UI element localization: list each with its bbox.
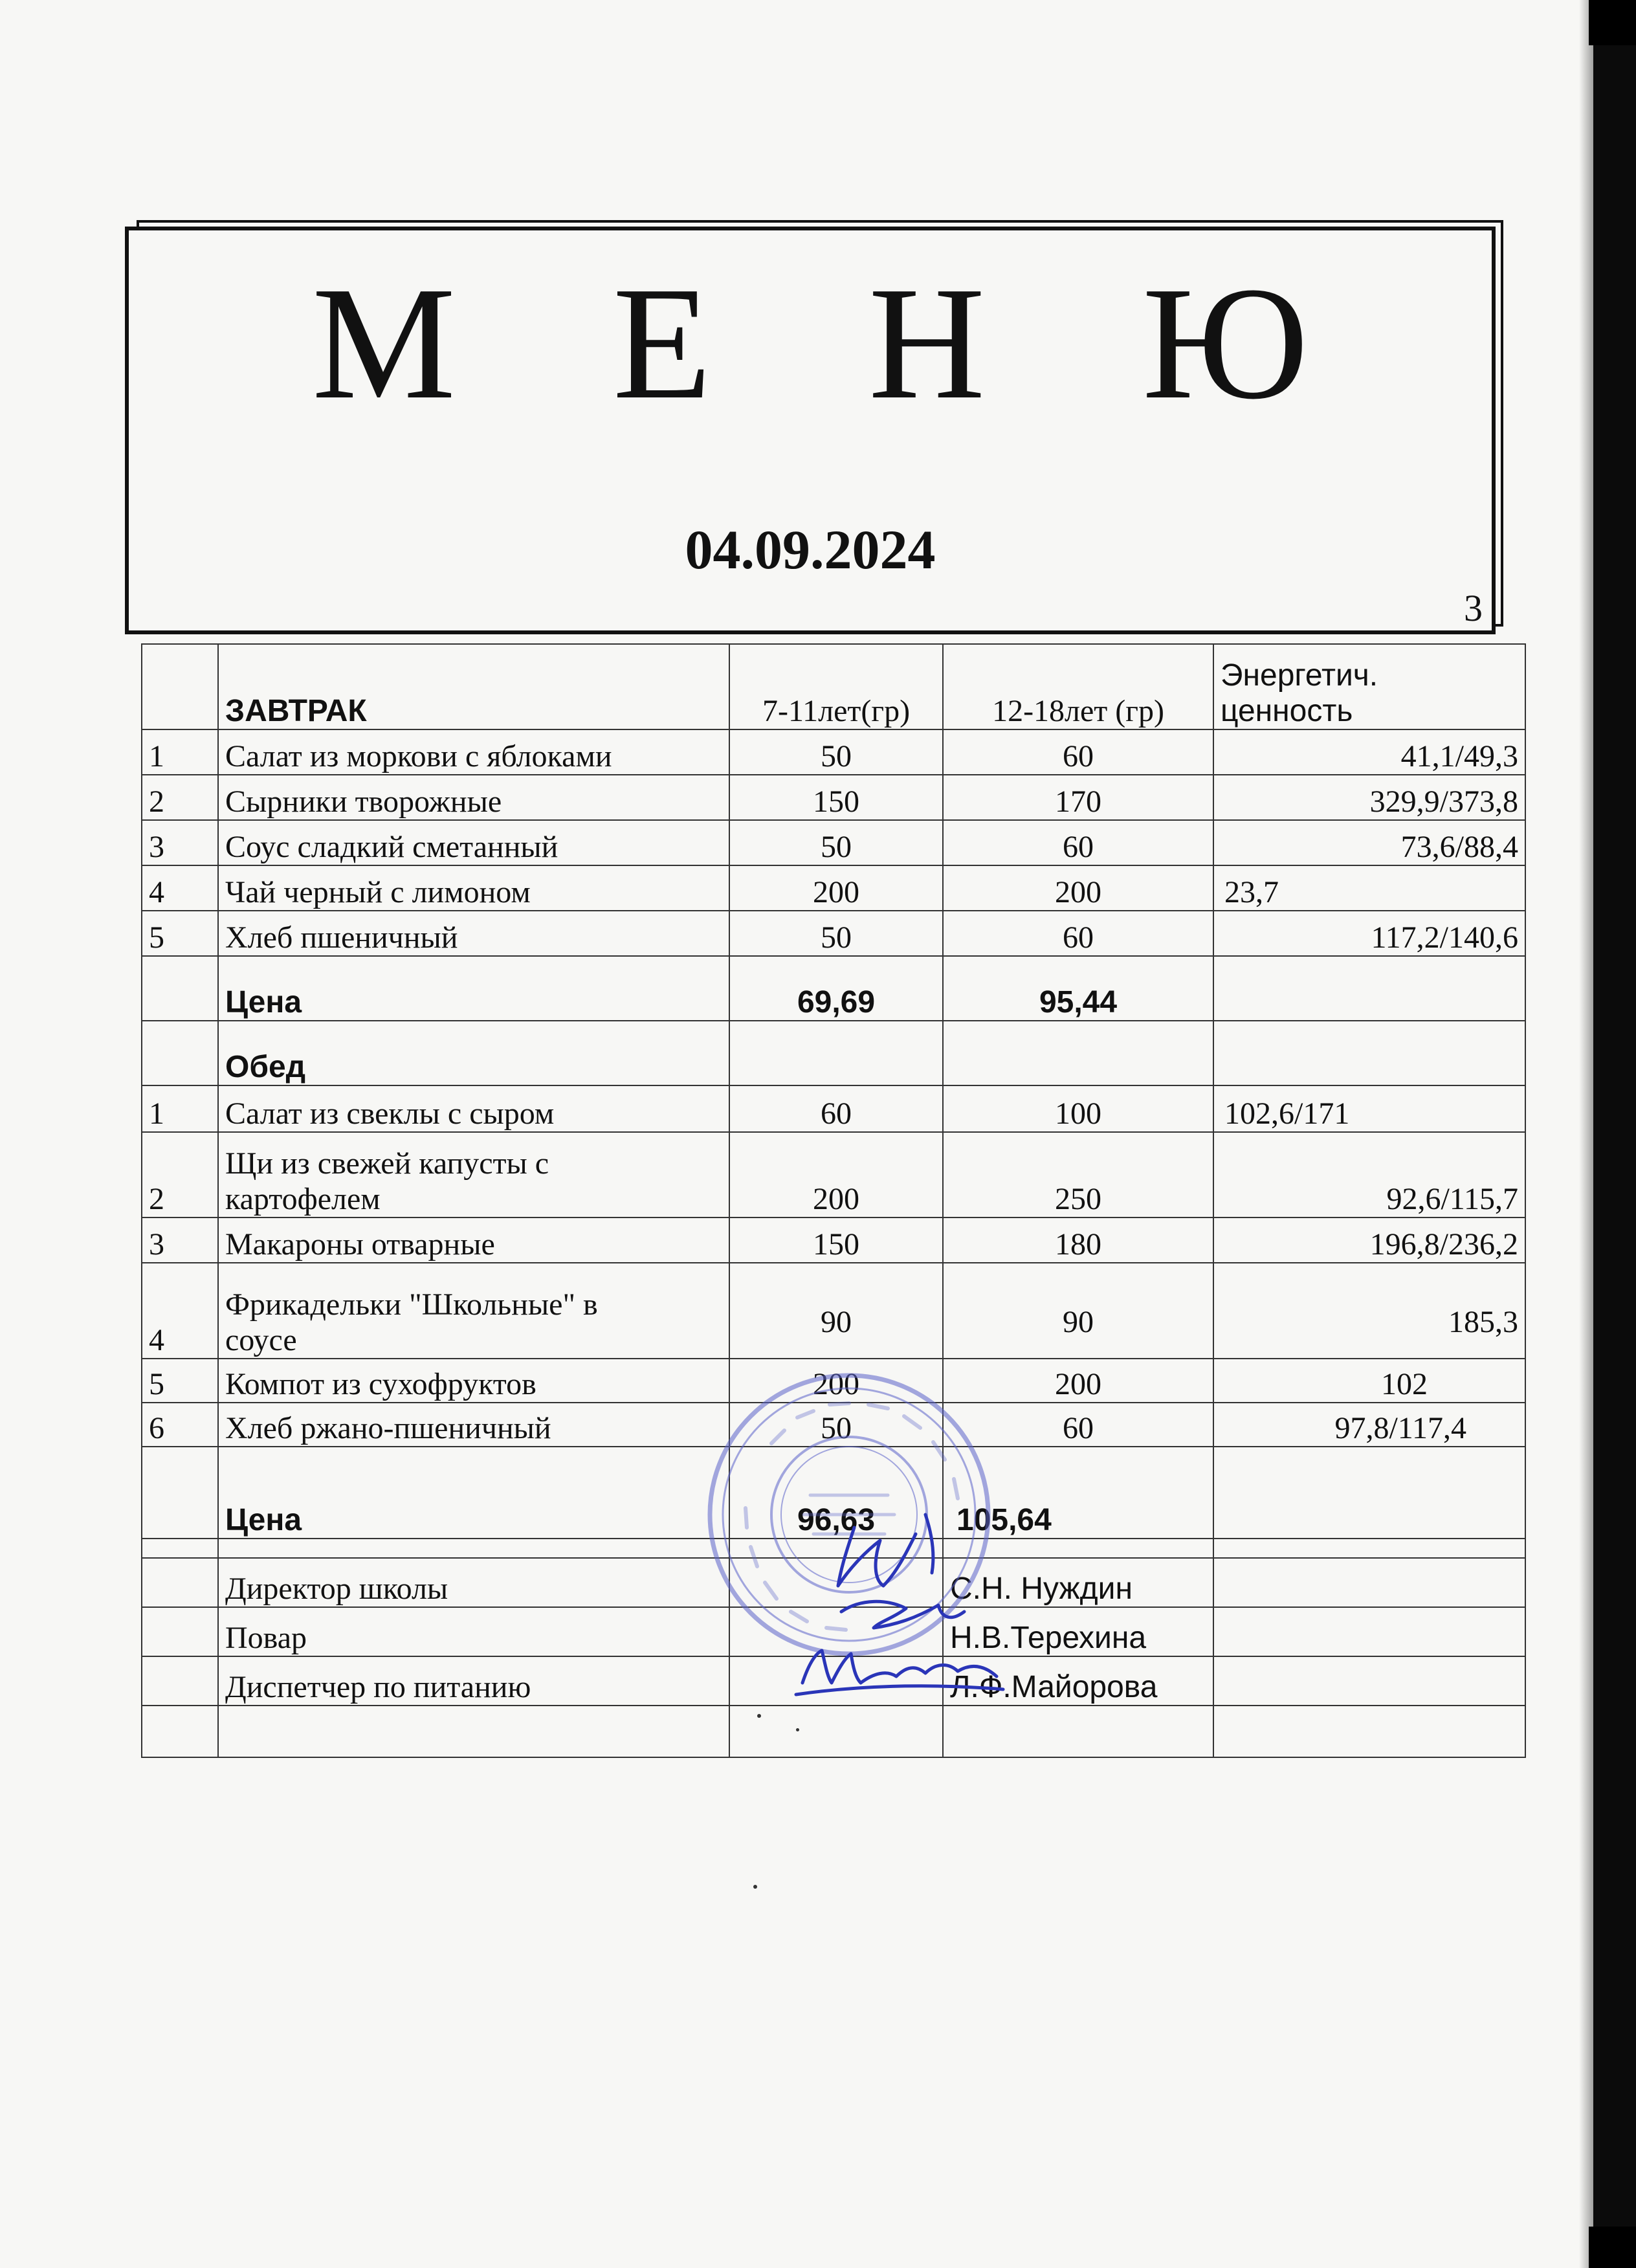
energy-value: 23,7 xyxy=(1213,865,1525,911)
menu-table xyxy=(141,643,1526,1758)
page-title: М Е Н Ю xyxy=(312,254,1367,433)
portion-12-18: 200 xyxy=(943,865,1213,911)
row-num: 4 xyxy=(142,1263,218,1359)
breakfast-price-12-18: 95,44 xyxy=(943,956,1213,1021)
empty-cell xyxy=(729,1607,943,1656)
dish-name-line2: соусе xyxy=(225,1322,297,1357)
lunch-section-row xyxy=(142,1021,1525,1085)
energy-header xyxy=(1213,644,1525,729)
price-energy-cell xyxy=(1213,1447,1525,1539)
table-row xyxy=(142,1263,1525,1359)
empty-cell xyxy=(729,1558,943,1607)
row-num: 6 xyxy=(142,1403,218,1447)
energy-value: 102 xyxy=(1213,1359,1525,1403)
portion-7-11: 200 xyxy=(729,1359,943,1403)
age-group-2-header: 12-18лет (гр) xyxy=(943,644,1213,729)
energy-header-line1: Энергетич. xyxy=(1221,658,1378,693)
empty-cell xyxy=(1213,1656,1525,1706)
energy-header-line2: ценность xyxy=(1221,693,1353,728)
price-energy-cell xyxy=(1213,956,1525,1021)
row-num: 2 xyxy=(142,775,218,820)
table-row xyxy=(142,1085,1525,1132)
dish-name: Компот из сухофруктов xyxy=(218,1359,729,1403)
row-num: 2 xyxy=(142,1132,218,1217)
price-num-cell xyxy=(142,1447,218,1539)
header-frame xyxy=(125,227,1496,634)
lunch-price-12-18: 105,64 xyxy=(943,1447,1213,1539)
empty-row xyxy=(142,1706,1525,1757)
lunch-price-7-11: 96,63 xyxy=(729,1447,943,1539)
empty-cell xyxy=(142,1607,218,1656)
energy-value: 73,6/88,4 xyxy=(1213,820,1525,865)
age-group-1-header: 7-11лет(гр) xyxy=(729,644,943,729)
portion-12-18: 180 xyxy=(943,1217,1213,1263)
empty-cell xyxy=(1213,1607,1525,1656)
section-num-cell xyxy=(142,1021,218,1085)
dish-name: Хлеб пшеничный xyxy=(218,911,729,956)
empty-cell xyxy=(943,1021,1213,1085)
portion-12-18: 60 xyxy=(943,729,1213,775)
table-row xyxy=(142,820,1525,865)
table-row xyxy=(142,1359,1525,1403)
energy-value: 329,9/373,8 xyxy=(1213,775,1525,820)
page-number: 3 xyxy=(1464,587,1483,629)
portion-7-11: 50 xyxy=(729,820,943,865)
portion-7-11: 60 xyxy=(729,1085,943,1132)
signature-name: Л.Ф.Майорова xyxy=(943,1656,1213,1706)
portion-12-18: 60 xyxy=(943,1403,1213,1447)
table-row xyxy=(142,1217,1525,1263)
table-row xyxy=(142,775,1525,820)
scan-edge xyxy=(1593,0,1636,2268)
table-row xyxy=(142,729,1525,775)
table-row xyxy=(142,1403,1525,1447)
energy-value: 97,8/117,4 xyxy=(1213,1403,1525,1447)
empty-cell xyxy=(142,1558,218,1607)
header-num-cell xyxy=(142,644,218,729)
row-num: 3 xyxy=(142,820,218,865)
dish-name: Хлеб ржано-пшеничный xyxy=(218,1403,729,1447)
dish-name xyxy=(218,1263,729,1359)
scan-speck xyxy=(796,1728,799,1731)
portion-7-11: 50 xyxy=(729,729,943,775)
dish-name: Салат из свеклы с сыром xyxy=(218,1085,729,1132)
signature-row xyxy=(142,1558,1525,1607)
signature-role: Повар xyxy=(218,1607,729,1656)
spacer-row xyxy=(142,1539,1525,1558)
signature-name: Н.В.Терехина xyxy=(943,1607,1213,1656)
portion-7-11: 150 xyxy=(729,775,943,820)
row-num: 3 xyxy=(142,1217,218,1263)
empty-cell xyxy=(1213,1558,1525,1607)
portion-7-11: 200 xyxy=(729,865,943,911)
lunch-section-title: Обед xyxy=(218,1021,729,1085)
lunch-price-row xyxy=(142,1447,1525,1539)
portion-7-11: 150 xyxy=(729,1217,943,1263)
portion-7-11: 50 xyxy=(729,1403,943,1447)
dish-name xyxy=(218,1132,729,1217)
menu-date: 04.09.2024 xyxy=(685,518,936,581)
signature-role: Директор школы xyxy=(218,1558,729,1607)
scan-corner-top xyxy=(1589,0,1636,45)
scan-speck xyxy=(757,1714,761,1718)
row-num: 5 xyxy=(142,1359,218,1403)
dish-name: Чай черный с лимоном xyxy=(218,865,729,911)
portion-12-18: 200 xyxy=(943,1359,1213,1403)
row-num: 5 xyxy=(142,911,218,956)
table-header-row xyxy=(142,644,1525,729)
table-row xyxy=(142,911,1525,956)
portion-12-18: 170 xyxy=(943,775,1213,820)
portion-12-18: 100 xyxy=(943,1085,1213,1132)
signature-row xyxy=(142,1607,1525,1656)
energy-value: 185,3 xyxy=(1213,1263,1525,1359)
portion-12-18: 250 xyxy=(943,1132,1213,1217)
row-num: 1 xyxy=(142,729,218,775)
portion-12-18: 90 xyxy=(943,1263,1213,1359)
table-row xyxy=(142,1132,1525,1217)
energy-value: 117,2/140,6 xyxy=(1213,911,1525,956)
dish-name-line1: Фрикадельки "Школьные" в xyxy=(225,1287,598,1322)
dish-name: Соус сладкий сметанный xyxy=(218,820,729,865)
scan-corner-bottom xyxy=(1589,2227,1636,2268)
signature-role: Диспетчер по питанию xyxy=(218,1656,729,1706)
breakfast-price-7-11: 69,69 xyxy=(729,956,943,1021)
energy-value: 196,8/236,2 xyxy=(1213,1217,1525,1263)
price-label: Цена xyxy=(218,1447,729,1539)
empty-cell xyxy=(142,1656,218,1706)
menu-header xyxy=(125,227,1496,634)
price-label: Цена xyxy=(218,956,729,1021)
scan-speck xyxy=(753,1885,757,1889)
portion-7-11: 90 xyxy=(729,1263,943,1359)
portion-12-18: 60 xyxy=(943,820,1213,865)
empty-cell xyxy=(729,1656,943,1706)
empty-cell xyxy=(729,1021,943,1085)
dish-name: Макароны отварные xyxy=(218,1217,729,1263)
dish-name: Салат из моркови с яблоками xyxy=(218,729,729,775)
dish-name-line2: картофелем xyxy=(225,1181,381,1216)
scan-edge-shadow xyxy=(1579,0,1593,2268)
dish-name: Сырники творожные xyxy=(218,775,729,820)
empty-cell xyxy=(1213,1021,1525,1085)
energy-value: 41,1/49,3 xyxy=(1213,729,1525,775)
row-num: 1 xyxy=(142,1085,218,1132)
energy-value: 92,6/115,7 xyxy=(1213,1132,1525,1217)
portion-7-11: 200 xyxy=(729,1132,943,1217)
portion-7-11: 50 xyxy=(729,911,943,956)
table-row xyxy=(142,865,1525,911)
signature-name: С.Н. Нуждин xyxy=(943,1558,1213,1607)
signature-row xyxy=(142,1656,1525,1706)
breakfast-price-row xyxy=(142,956,1525,1021)
energy-value: 102,6/171 xyxy=(1213,1085,1525,1132)
row-num: 4 xyxy=(142,865,218,911)
portion-12-18: 60 xyxy=(943,911,1213,956)
dish-name-line1: Щи из свежей капусты с xyxy=(225,1146,549,1181)
price-num-cell xyxy=(142,956,218,1021)
breakfast-section-title: ЗАВТРАК xyxy=(218,644,729,729)
